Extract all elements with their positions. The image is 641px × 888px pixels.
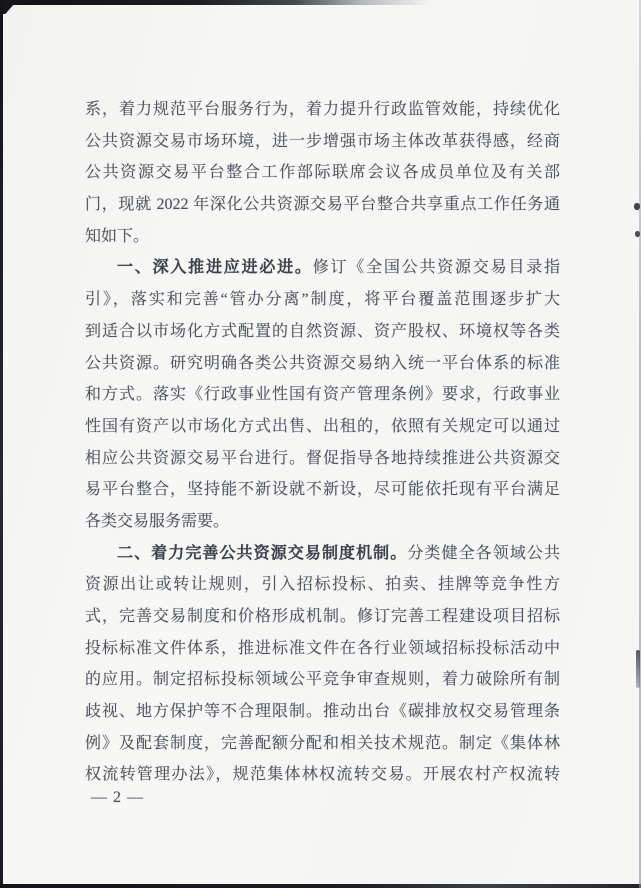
section-heading: 二、着力完善公共资源交易制度机制。 [117,544,408,562]
text-line: 的应用。制定招标投标领域公平竞争审查规则，着力破除所有制 [85,671,560,689]
text-line: 各类交易服务需要。 [85,512,230,530]
page-number: — 2 — [91,789,144,806]
text-line: 例》及配套制度，完善配额分配和相关技术规范。制定《集体林 [85,734,560,752]
text-line: 权流转管理办法》，规范集体林权流转交易。开展农村产权流转 [85,766,560,784]
scan-speck [635,231,640,237]
document-body-text [85,94,560,791]
text-line: 门，现就 2022 年深化公共资源交易平台整合共享重点工作任务通 [85,196,560,214]
text-line: 知如下。 [85,227,150,245]
scan-edge-bottom [0,884,641,888]
text-line: 系，着力规范平台服务行为，着力提升行政监管效能，持续优化 [85,101,560,118]
text-line: 一、深入推进应进必进。修订《全国公共资源交易目录指 [117,259,560,277]
text-line: 性国有资产以市场化方式出售、出租的，依照有关规定可以通过 [85,417,560,435]
section-heading: 一、深入推进应进必进。 [117,259,313,277]
text-line: 投标标准文件体系，推进标准文件在各行业领域招标投标活动中 [85,639,560,657]
text-line: 相应公共资源交易平台进行。督促指导各地持续推进公共资源交 [85,449,560,467]
text-line: 歧视、地方保护等不合理限制。推动出台《碳排放权交易管理条 [85,703,560,721]
scan-speck [634,203,640,210]
text-line: 引》，落实和完善“管办分离”制度，将平台覆盖范围逐步扩大 [85,291,560,309]
text-line: 公共资源交易平台整合工作部际联席会议各成员单位及有关部 [85,164,560,182]
text-line: 和方式。落实《行政事业性国有资产管理条例》要求，行政事业 [85,386,560,404]
scan-edge-left [0,0,3,888]
text-line: 公共资源交易市场环境，进一步增强市场主体改革获得感，经商 [85,132,560,150]
text-line: 到适合以市场化方式配置的自然资源、资产股权、环境权等各类 [85,322,560,340]
text-line: 二、着力完善公共资源交易制度机制。分类健全各领域公共 [117,544,560,562]
scan-edge-top [0,0,432,5]
text-line: 易平台整合，坚持能不新设就不新设，尽可能依托现有平台满足 [85,481,560,499]
text-line: 公共资源。研究明确各类公共资源交易纳入统一平台体系的标准 [85,354,560,372]
scan-mark-right [636,650,640,688]
text-line: 资源出让或转让规则，引入招标投标、拍卖、挂牌等竞争性方 [85,576,560,594]
text-line: 式，完善交易制度和价格形成机制。修订完善工程建设项目招标 [85,608,560,625]
